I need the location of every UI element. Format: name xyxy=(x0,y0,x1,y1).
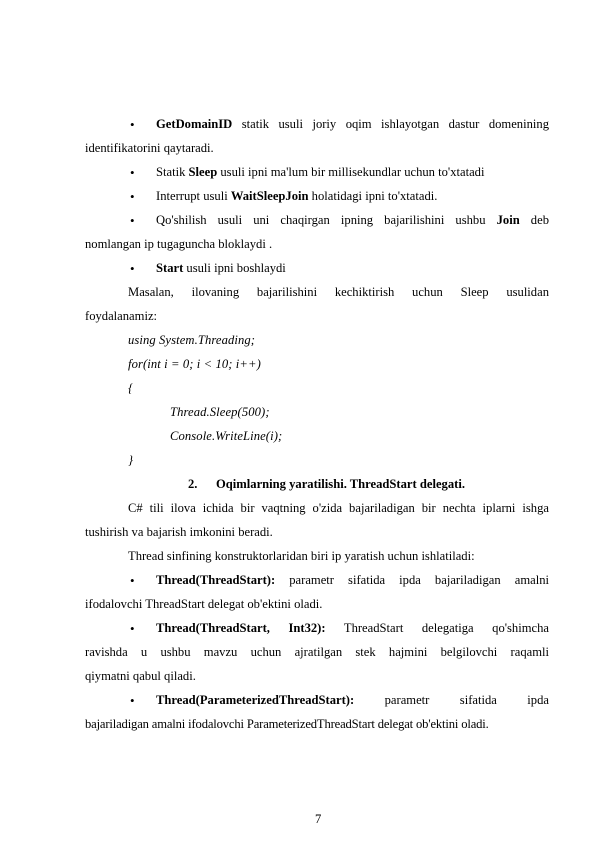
sleep-post: usuli ipni ma'lum bir millisekundlar uchun to'xtatadi xyxy=(217,165,485,179)
masalan-line1: Masalan, ilovaning bajarilishini kechiktirish uchun Sleep usulidan xyxy=(128,285,549,299)
ctor2-line2: ravishda u ushbu mavzu uchun ajratilgan stek hajmini belgilovchi raqamli xyxy=(85,645,549,659)
join-post: deb xyxy=(519,213,549,227)
intro-line1: C# tili ilova ichida bir vaqtning o'zida bajariladigan bir nechta iplarni ishga xyxy=(128,501,549,515)
ctor1-term: Thread(ThreadStart): xyxy=(156,573,276,587)
ctor2-term: Thread(ThreadStart, Int32): xyxy=(156,621,326,635)
getdomainid-text: statik usuli joriy oqim ishlayotgan dastur domenining xyxy=(232,117,549,131)
getdomainid-line2: identifikatorini qaytaradi. xyxy=(85,141,214,155)
code-line: { xyxy=(128,381,134,395)
sleep-line xyxy=(156,165,484,180)
join-term: Join xyxy=(496,213,520,227)
ctor1-line1 xyxy=(156,573,549,588)
code-line: Console.WriteLine(i); xyxy=(170,429,283,443)
ctor3-line2: bajariladigan amalni ifodalovchi ParameterizedThreadStart delegat ob'ektini oladi. xyxy=(85,717,489,731)
masalan-line2: foydalanamiz: xyxy=(85,309,158,323)
ctor2-line1 xyxy=(156,621,549,636)
getdomainid-line1 xyxy=(156,117,549,132)
bullet: • xyxy=(130,621,135,636)
ctor3-term: Thread(ParameterizedThreadStart): xyxy=(156,693,355,707)
sleep-term: Sleep xyxy=(188,165,218,179)
start-line xyxy=(156,261,286,276)
bullet: • xyxy=(130,165,135,180)
bullet: • xyxy=(130,573,135,588)
ctor2-line3: qiymatni qabul qiladi. xyxy=(85,669,196,683)
bullet: • xyxy=(130,261,135,276)
join-pre: Qo'shilish usuli uni chaqirgan ipning bajarilishini ushbu xyxy=(156,213,497,227)
bullet: • xyxy=(130,213,135,228)
bullet: • xyxy=(130,189,135,204)
interrupt-line xyxy=(156,189,437,204)
interrupt-pre: Interrupt usuli xyxy=(156,189,231,203)
section-title: Oqimlarning yaratilishi. ThreadStart delegati. xyxy=(216,477,465,491)
start-term: Start xyxy=(156,261,184,275)
bullet: • xyxy=(130,693,135,708)
ctor2-text: ThreadStart delegatiga qo'shimcha xyxy=(325,621,549,635)
interrupt-term: WaitSleepJoin xyxy=(230,189,309,203)
ctor3-text: parametr sifatida ipda xyxy=(354,693,549,707)
intro-line2: tushirish va bajarish imkonini beradi. xyxy=(85,525,273,539)
code-line: for(int i = 0; i < 10; i++) xyxy=(128,357,261,371)
code-line: Thread.Sleep(500); xyxy=(170,405,270,419)
start-post: usuli ipni boshlaydi xyxy=(183,261,286,275)
bullet: • xyxy=(130,117,135,132)
interrupt-post: holatidagi ipni to'xtatadi. xyxy=(308,189,438,203)
getdomainid-term: GetDomainID xyxy=(156,117,233,131)
join-line2: nomlangan ip tugaguncha bloklaydi . xyxy=(85,237,273,251)
join-line1 xyxy=(156,213,549,228)
page-number: 7 xyxy=(315,812,322,826)
ctor1-line2: ifodalovchi ThreadStart delegat ob'ektini oladi. xyxy=(85,597,323,611)
ctor1-text: parametr sifatida ipda bajariladigan amalni xyxy=(275,573,549,587)
sleep-pre: Statik xyxy=(156,165,189,179)
ctor3-line1 xyxy=(156,693,549,708)
intro-line3: Thread sinfining konstruktorlaridan biri ip yaratish uchun ishlatiladi: xyxy=(128,549,475,563)
code-line: } xyxy=(128,453,134,467)
section-number: 2. xyxy=(188,477,198,491)
code-line: using System.Threading; xyxy=(128,333,256,347)
